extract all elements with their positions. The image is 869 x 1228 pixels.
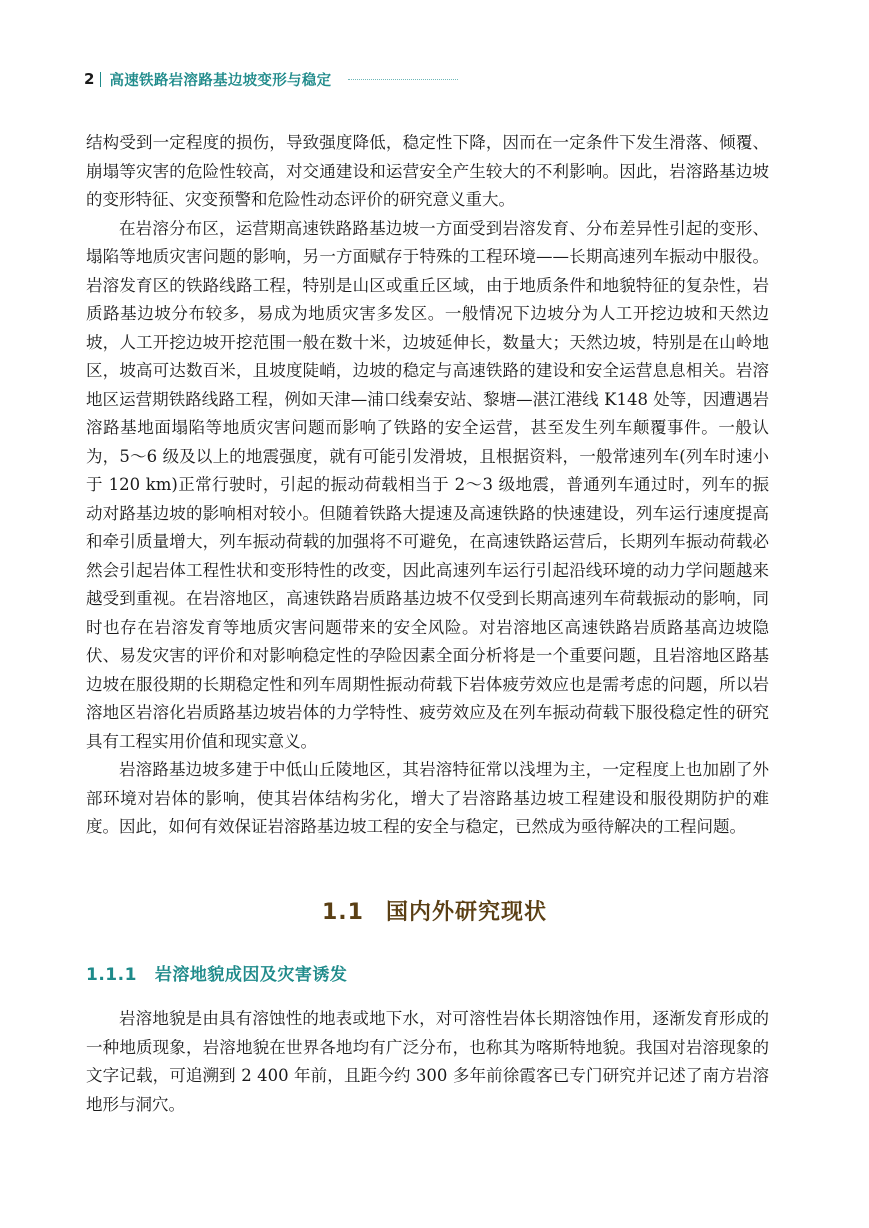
subsection-number: 1.1.1 [86,965,137,985]
page-number: 2 [84,70,95,88]
section-number: 1.1 [322,900,364,925]
header-separator [100,72,101,87]
book-title: 高速铁路岩溶路基边坡变形与稳定 [109,72,332,89]
paragraph: 在岩溶分布区，运营期高速铁路路基边坡一方面受到岩溶发育、分布差异性引起的变形、塌陷等地质灾害问题的影响，另一方面赋存于特殊的工程环境——长期高速列车振动中服役。岩溶发育区的铁路线路工程，特别是山区或重丘区域，由于地质条件和地貌特征的复杂性，岩质路基边坡分布较多，易成为地质灾害多发区。一般情况下边坡分为人工开挖边坡和天然边坡，人工开挖边坡开挖范围一般在数十米，边坡延伸长，数量大；天然边坡，特别是在山岭地区，坡高可达数百米，且坡度陡峭，边坡的稳定与高速铁路的建设和安全运营息息相关。岩溶地区运营期铁路线路工程，例如天津—浦口线秦安站、黎塘—湛江港线 K148 处等，因遭遇岩溶路基地面塌陷等地质灾害问题而影响了铁路的安全运营，甚至发生列车颠覆事件。一般认为，5～6 级及以上的地震强度，就有可能引发滑坡，且根据资料，一般常速列车(列车时速小于 120 km)正常行驶时，引起的振动荷载相当于 2～3 级地震，普通列车通过时，列车的振动对路基边坡的影响相对较小。但随着铁路大提速及高速铁路的快速建设，列车运行速度提高和牵引质量增大，列车振动荷载的加强将不可避免，在高速铁路运营后，长期列车振动荷载必然会引起岩体工程性状和变形特性的改变，因此高速列车运行引起沿线环境的动力学问题越来越受到重视。在岩溶地区，高速铁路岩质路基边坡不仅受到长期高速列车荷载振动的影响，同时也存在岩溶发育等地质灾害问题带来的安全风险。对岩溶地区高速铁路岩质路基高边坡隐伏、易发灾害的评价和对影响稳定性的孕险因素全面分析将是一个重要问题，且岩溶地区路基边坡在服役期的长期稳定性和列车周期性振动荷载下岩体疲劳效应也是需考虑的问题，所以岩溶地区岩溶化岩质路基边坡岩体的力学特性、疲劳效应及在列车振动荷载下服役稳定性的研究具有工程实用价值和现实意义。 [86,218,769,751]
running-header [84,68,331,90]
header-dotted-rule [348,79,458,80]
paragraph: 结构受到一定程度的损伤，导致强度降低，稳定性下降，因而在一定条件下发生滑落、倾覆、崩塌等灾害的危险性较高，对交通建设和运营安全产生较大的不利影响。因此，岩溶路基边坡的变形特征、灾变预警和危险性动态评价的研究意义重大。 [86,133,769,209]
section-heading [0,895,869,926]
paragraph: 岩溶地貌是由具有溶蚀性的地表或地下水，对可溶性岩体长期溶蚀作用，逐渐发育形成的一种地质现象，岩溶地貌在世界各地均有广泛分布，也称其为喀斯特地貌。我国对岩溶现象的文字记载，可追溯到 2 400 年前，且距今约 300 多年前徐霞客已专门研究并记述了南方岩溶地形与洞穴。 [86,1009,769,1114]
subsection-title: 岩溶地貌成因及灾害诱发 [154,965,348,985]
body-text-2 [86,1005,769,1119]
body-text [86,129,769,842]
paragraph: 岩溶路基边坡多建于中低山丘陵地区，其岩溶特征常以浅埋为主，一定程度上也加剧了外部环境对岩体的影响，使其岩体结构劣化，增大了岩溶路基边坡工程建设和服役期防护的难度。因此，如何有效保证岩溶路基边坡工程的安全与稳定，已然成为亟待解决的工程问题。 [86,760,769,836]
section-title: 国内外研究现状 [385,900,547,925]
subsection-heading [86,960,347,985]
